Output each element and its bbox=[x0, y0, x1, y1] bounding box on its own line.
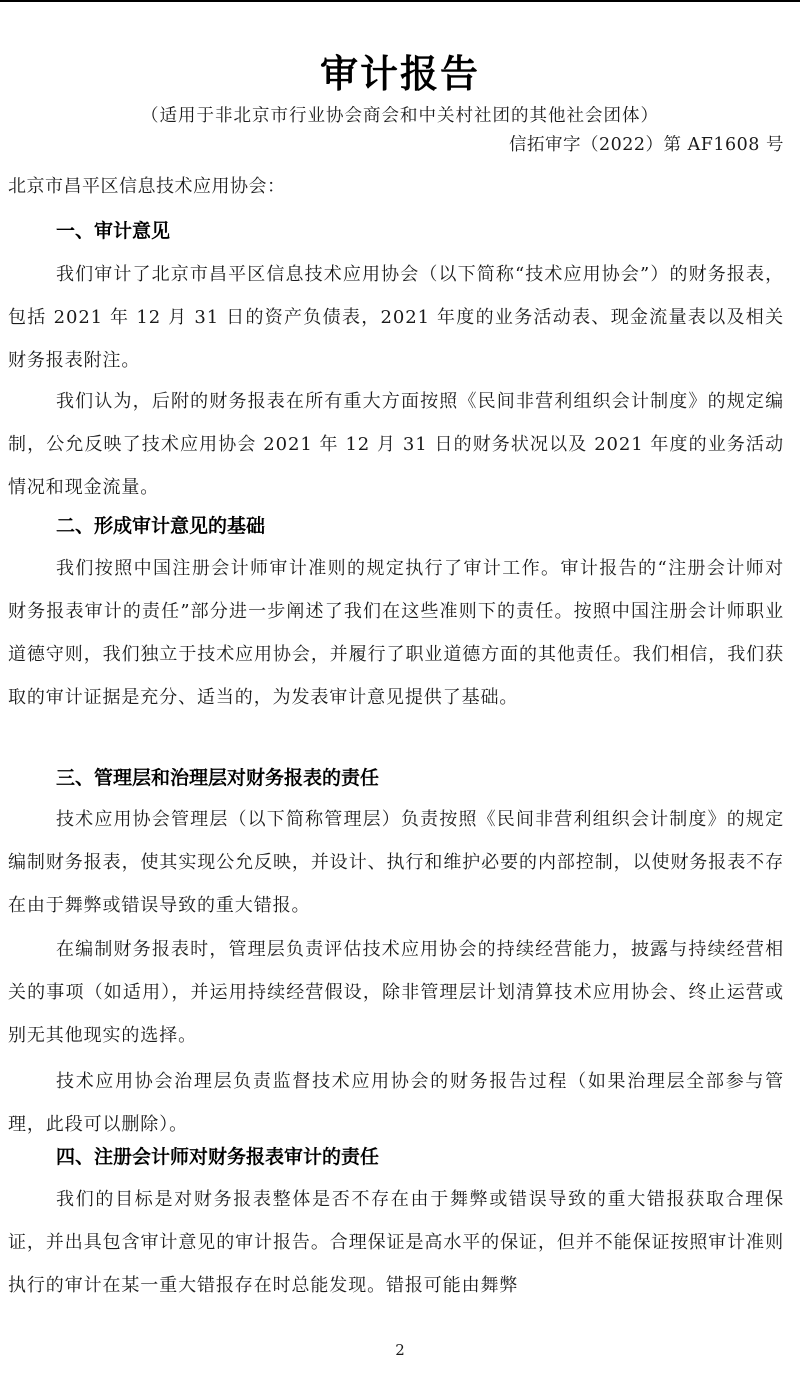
paragraph-basis: 我们按照中国注册会计师审计准则的规定执行了审计工作。审计报告的“注册会计师对财务报表审计的责任”部分进一步阐述了我们在这些准则下的责任。按照中国注册会计师职业道德守则，我们独立于技术应用协会，并履行了职业道德方面的其他责任。我们相信，我们获取的审计证据是充分、适当的，为发表审计意见提供了基础。 bbox=[8, 558, 784, 708]
section-heading-management-responsibility: 三、管理层和治理层对财务报表的责任 bbox=[56, 767, 380, 789]
addressee: 北京市昌平区信息技术应用协会： bbox=[8, 176, 286, 197]
paragraph-management-duty: 技术应用协会管理层（以下简称管理层）负责按照《民间非营利组织会计制度》的规定编制财务报表，使其实现公允反映，并设计、执行和维护必要的内部控制，以使财务报表不存在由于舞弊或错误导致的重大错报。 bbox=[8, 809, 784, 916]
report-title: 审计报告 bbox=[319, 52, 480, 96]
paragraph-governance: 技术应用协会治理层负责监督技术应用协会的财务报告过程（如果治理层全部参与管理，此段可以删除）。 bbox=[8, 1071, 784, 1135]
section-heading-audit-opinion: 一、审计意见 bbox=[56, 220, 171, 242]
paragraph-opinion: 我们认为，后附的财务报表在所有重大方面按照《民间非营利组织会计制度》的规定编制，公允反映了技术应用协会 2021 年 12 月 31 日的财务状况以及 2021 年度的业务活动情况和现金流量。 bbox=[8, 391, 784, 498]
report-subtitle: （适用于非北京市行业协会商会和中关村社团的其他社会团体） bbox=[141, 106, 659, 126]
section-heading-basis: 二、形成审计意见的基础 bbox=[56, 515, 266, 537]
top-rule bbox=[0, 0, 800, 2]
paragraph-auditor-objective: 我们的目标是对财务报表整体是否不存在由于舞弊或错误导致的重大错报获取合理保证，并出具包含审计意见的审计报告。合理保证是高水平的保证，但并不能保证按照审计准则执行的审计在某一重大错报存在时总能发现。错报可能由舞弊 bbox=[8, 1189, 784, 1296]
reference-number: 信拓审字（2022）第 AF1608 号 bbox=[509, 135, 784, 155]
page-number: 2 bbox=[395, 1341, 405, 1359]
paragraph-going-concern: 在编制财务报表时，管理层负责评估技术应用协会的持续经营能力，披露与持续经营相关的事项（如适用），并运用持续经营假设，除非管理层计划清算技术应用协会、终止运营或别无其他现实的选择。 bbox=[8, 939, 784, 1046]
section-heading-auditor-responsibility: 四、注册会计师对财务报表审计的责任 bbox=[56, 1146, 380, 1168]
paragraph-audit-scope: 我们审计了北京市昌平区信息技术应用协会（以下简称“技术应用协会”）的财务报表，包括 2021 年 12 月 31 日的资产负债表，2021 年度的业务活动表、现金流量表以及相关财务报表附注。 bbox=[8, 264, 784, 371]
